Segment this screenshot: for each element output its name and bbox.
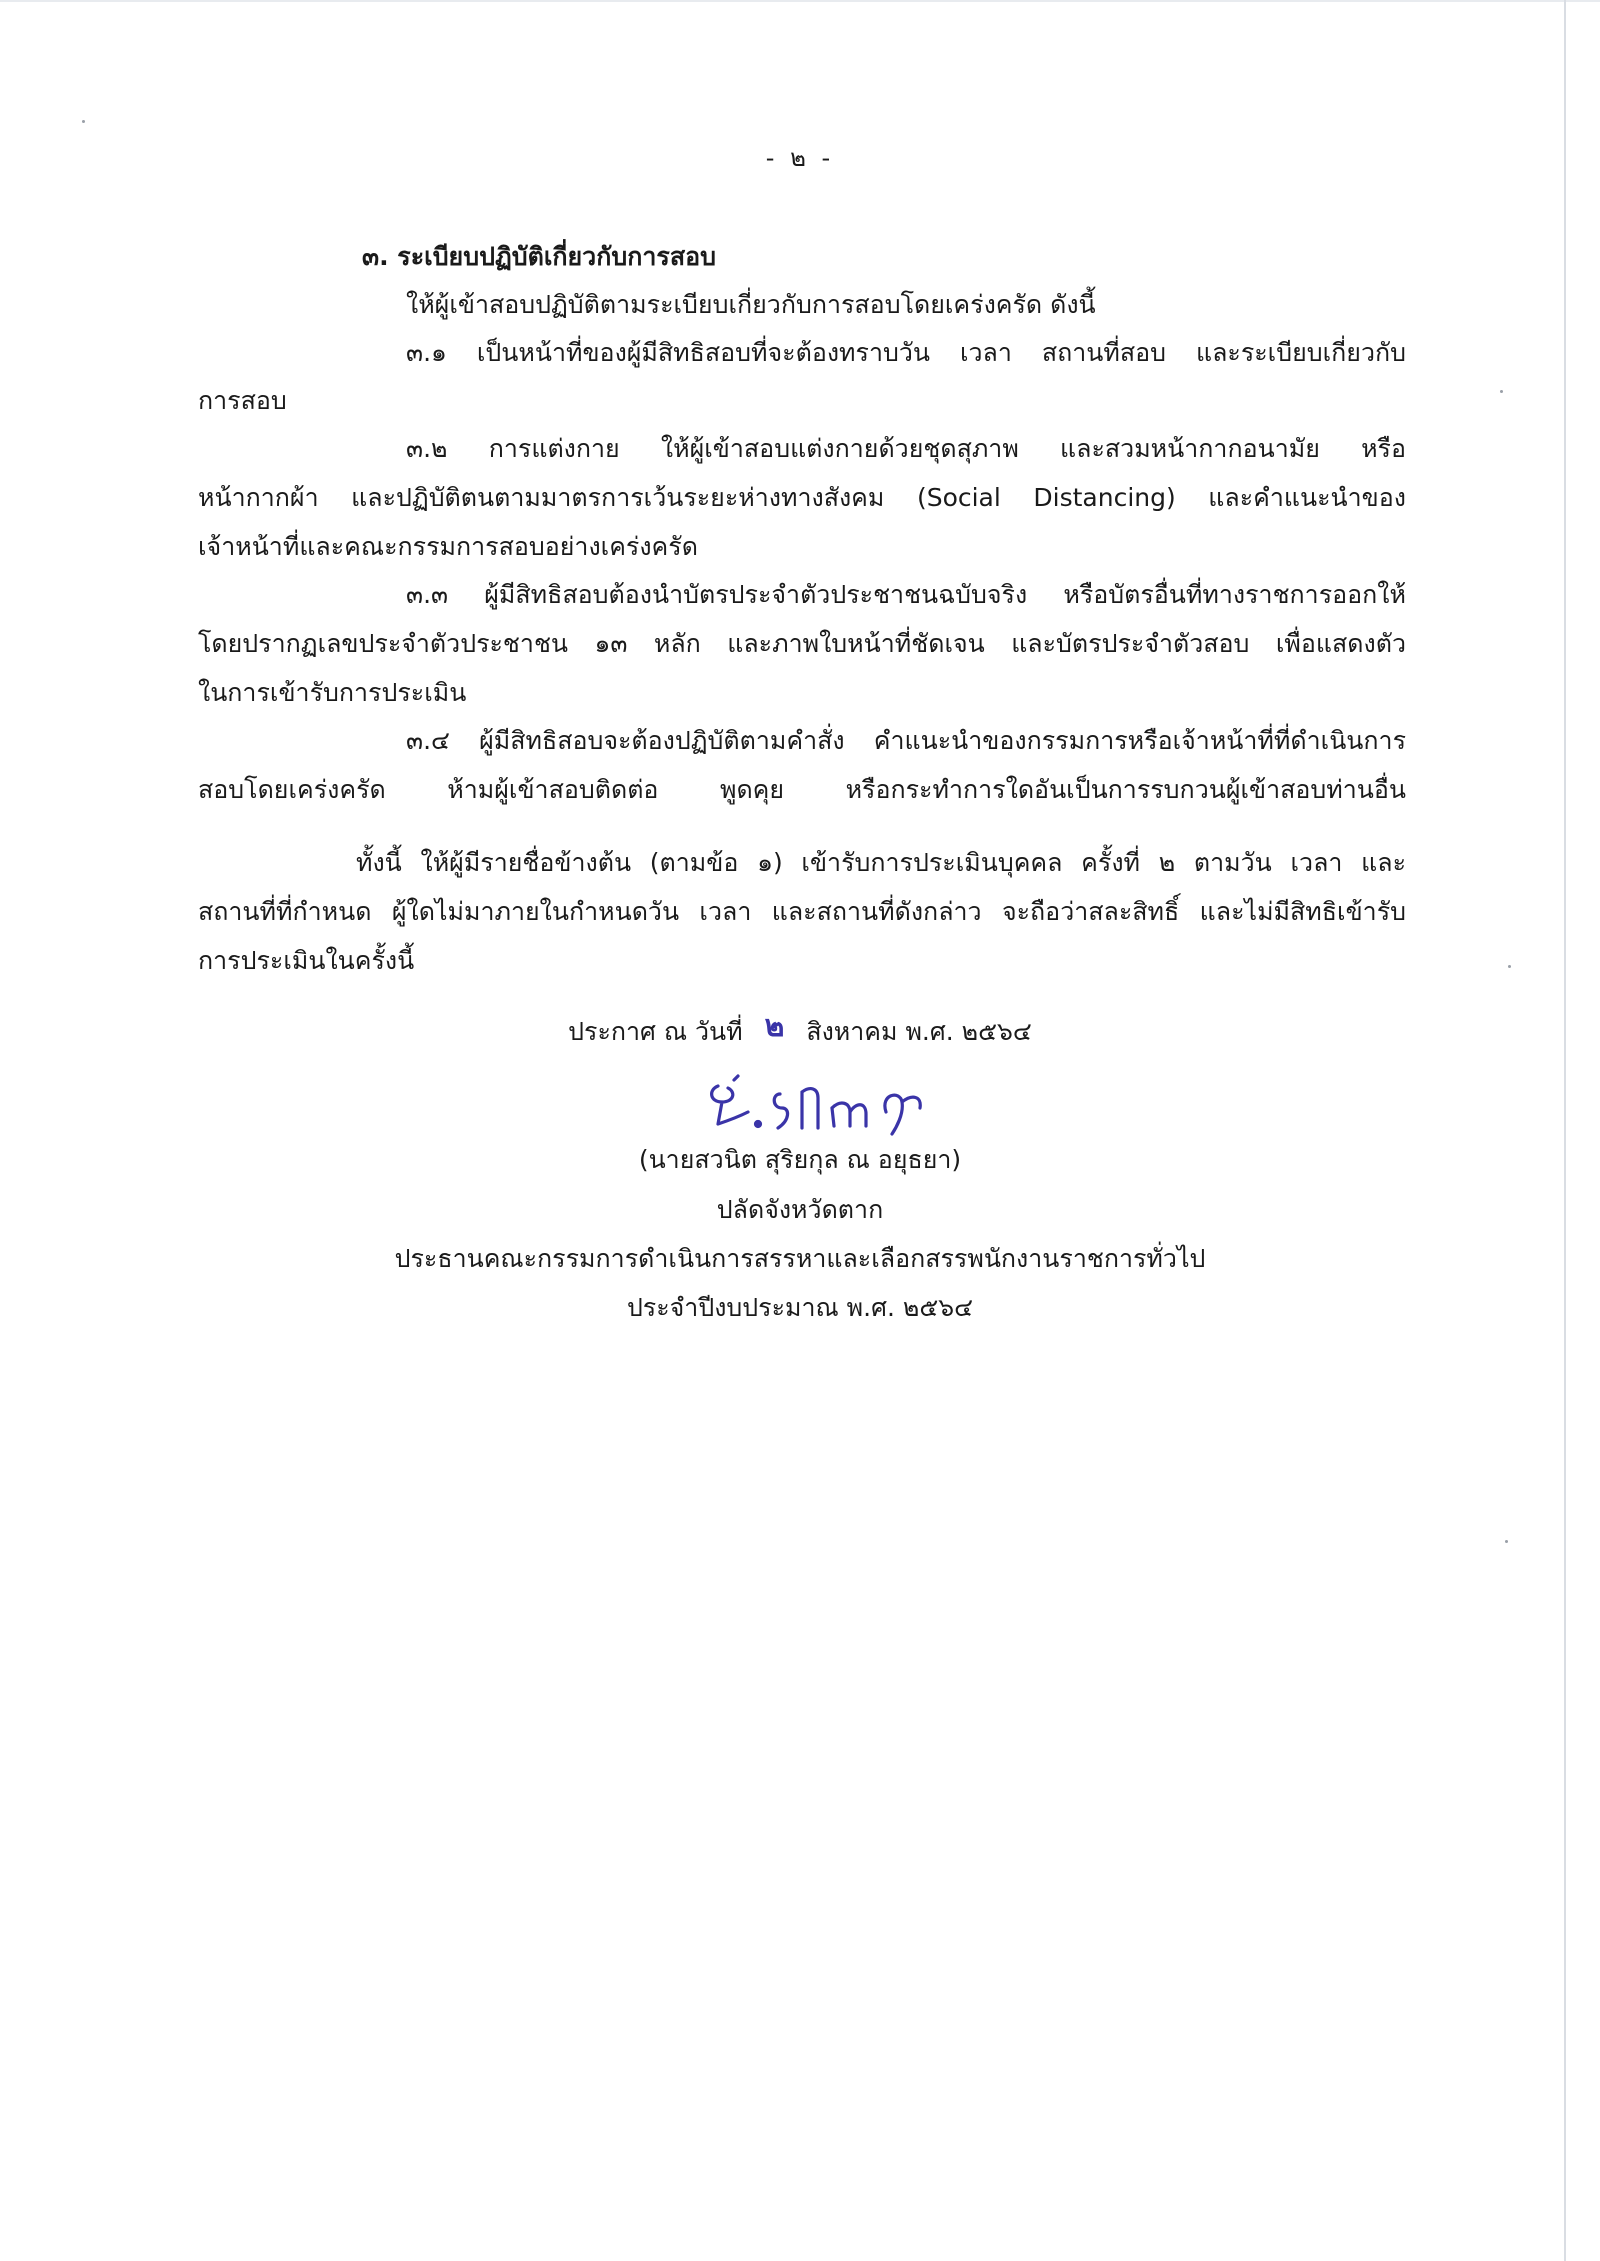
handwritten-signature <box>700 1072 940 1142</box>
item-3-2-line-3: เจ้าหน้าที่และคณะกรรมการสอบอย่างเคร่งครัด <box>198 532 698 561</box>
item-3-1-line-1: ๓.๑ เป็นหน้าที่ของผู้มีสิทธิสอบที่จะต้องทราบวัน เวลา สถานที่สอบ และระเบียบเกี่ยวกับ <box>406 338 1406 367</box>
intro-text: ให้ผู้เข้าสอบปฏิบัติตามระเบียบเกี่ยวกับการสอบโดยเคร่งครัด ดังนี้ <box>406 290 1096 319</box>
item-3-2-line-1: ๓.๒ การแต่งกาย ให้ผู้เข้าสอบแต่งกายด้วยชุดสุภาพ และสวมหน้ากากอนามัย หรือ <box>406 434 1406 463</box>
scan-speck <box>82 120 85 123</box>
scan-speck <box>1508 965 1511 968</box>
item-3-3-line-3: ในการเข้ารับการประเมิน <box>198 678 467 707</box>
scan-speck <box>1505 1540 1508 1543</box>
page-top-edge <box>0 0 1600 2</box>
announcement-suffix: สิงหาคม พ.ศ. ๒๕๖๔ <box>806 1017 1032 1046</box>
item-3-4-line-1: ๓.๔ ผู้มีสิทธิสอบจะต้องปฏิบัติตามคำสั่ง คำแนะนำของกรรมการหรือเจ้าหน้าที่ที่ดำเนินการ <box>406 726 1406 755</box>
committee-title: ประธานคณะกรรมการดำเนินการสรรหาและเลือกสรรพนักงานราชการทั่วไป <box>394 1244 1206 1273</box>
fiscal-year: ประจำปีงบประมาณ พ.ศ. ๒๕๖๔ <box>626 1293 974 1322</box>
signatory-position: ปลัดจังหวัดตาก <box>716 1195 884 1224</box>
announcement-day: ๒ <box>764 1009 785 1044</box>
scan-speck <box>1500 390 1503 393</box>
item-3-3-line-2: โดยปรากฏเลขประจำตัวประชาชน ๑๓ หลัก และภาพใบหน้าที่ชัดเจน และบัตรประจำตัวสอบ เพื่อแสดงตัว <box>198 629 1406 658</box>
announcement-prefix: ประกาศ ณ วันที่ <box>568 1017 743 1046</box>
page-number: - ๒ - <box>765 144 835 172</box>
item-3-1-line-2: การสอบ <box>198 386 287 415</box>
announcement-date <box>350 1009 1250 1049</box>
signatory-name: (นายสวนิต สุริยกุล ณ อยุธยา) <box>638 1145 962 1174</box>
closing-line-1: ทั้งนี้ ให้ผู้มีรายชื่อข้างต้น (ตามข้อ ๑) เข้ารับการประเมินบุคคล ครั้งที่ ๒ ตามวัน เวลา และ <box>356 848 1406 877</box>
item-3-4-line-2: สอบโดยเคร่งครัด ห้ามผู้เข้าสอบติดต่อ พูดคุย หรือกระทำการใดอันเป็นการรบกวนผู้เข้าสอบท่านอื่น <box>198 775 1406 804</box>
item-3-2-line-2: หน้ากากผ้า และปฏิบัติตนตามมาตรการเว้นระยะห่างทางสังคม (Social Distancing) และคำแนะนำของ <box>198 483 1406 512</box>
closing-line-3: การประเมินในครั้งนี้ <box>198 946 415 975</box>
closing-line-2: สถานที่ที่กำหนด ผู้ใดไม่มาภายในกำหนดวัน เวลา และสถานที่ดังกล่าว จะถือว่าสละสิทธิ์ และไม่มีสิทธิเข้ารับ <box>198 897 1406 926</box>
section-heading: ๓. ระเบียบปฏิบัติเกี่ยวกับการสอบ <box>362 242 716 271</box>
page-right-edge <box>1564 0 1566 2261</box>
item-3-3-line-1: ๓.๓ ผู้มีสิทธิสอบต้องนำบัตรประจำตัวประชาชนฉบับจริง หรือบัตรอื่นที่ทางราชการออกให้ <box>406 580 1406 609</box>
